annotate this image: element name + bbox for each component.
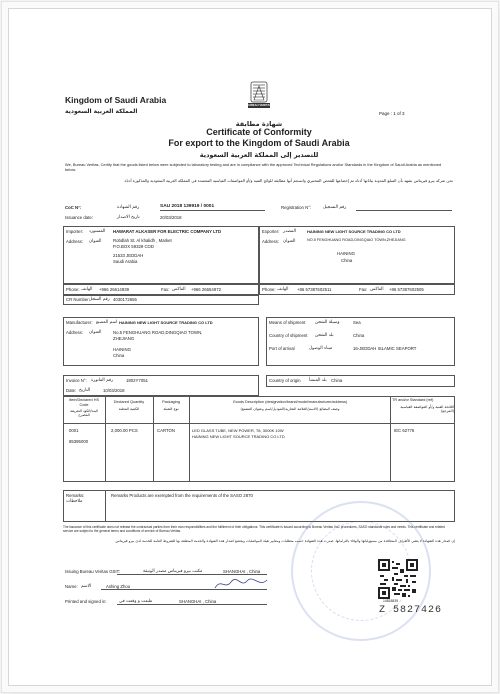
goods-hs-code: 85395000 [69,439,89,444]
invoice-number: 1802Y7051 [126,378,148,383]
importer-address-2: P.O.BOX 59329 COD [113,244,155,249]
kingdom-title-ar: المملكة العربية السعودية [65,108,138,115]
disclaimer-en: The issuance of this certificate does not release the contractual parties from their own responsibilities and the fulfilment of their obligations. This certificate is issued according to Bureau Veritas VoC procedures, SASO standards rules and needs. This certificate and related service are subject to the general terms and conditions of service of Bureau Veritas. [63,525,445,533]
cr-number: 4030172655 [113,297,137,302]
importer-label: Importer: [66,229,84,234]
page-number: Page : 1 of 3 [379,111,405,116]
port-of-arrival: 16-JEDDAH ISLAMIC SEAPORT [353,346,417,351]
importer-phone-label-ar: الهاتف [81,287,93,292]
importer-fax-label-ar: الفاكس [172,287,186,292]
col-description-header: Goods Description (designation/brand/model/manufacturer/address) [232,400,348,404]
exporter-phone-label-ar: الهاتف [277,287,289,292]
importer-address-label: Address: [66,239,83,244]
country-of-origin-label: Country of origin [269,378,301,383]
invoice-date-label-ar: التاريخ [79,388,91,393]
goods-description-1: LED GLASS TUBE, NEW POWER, T8, 3000K 10W [192,428,284,433]
port-of-arrival-label: Port of arrival [269,346,295,351]
certificate-title-en: Certificate of Conformity [206,127,312,137]
manufacturer-address-4: China [113,353,125,358]
export-title-ar: للتصدير إلى المملكة العربية السعودية [199,151,319,159]
invoice-number-label-ar: رقم الفاتورة [91,378,114,383]
country-of-shipment: China [353,333,365,338]
printed-signed-label-ar: طبعت و وقعت في [119,599,153,604]
col-description-header-ar: وصف البضائع (الاسم/العلامة التجارية/الموديل/اسم وعنوان المصنع) [240,407,340,411]
importer-label-ar: المستورد [89,229,106,234]
invoice-number-label: Invoice N°: [66,378,87,383]
importer-fax: +966 26654972 [191,287,221,292]
col-standard-header-ar: اللائحة الفنية و/أو المواصفة القياسية (المرجع) [400,405,454,414]
printed-signed-location: SHANGHAI , China [179,599,217,604]
importer-address-3: 21533 JEDDAH [113,253,144,258]
exporter-fax: +86 57387602505 [389,287,424,292]
certificate-document [61,71,457,651]
country-of-origin: China [331,378,343,383]
invoice-date-label: Date: [66,388,77,393]
issuing-office-label: Issuing Bureau Veritas GSIT: [65,569,120,574]
coc-number: SAU 2018 139919 / 0001 [160,204,215,209]
manufacturer-address-3: HAINING [113,347,131,352]
means-of-shipment-label: Means of shipment [269,320,306,325]
manufacturer-address-label-ar: العنوان [89,330,102,335]
exporter-fax-label-ar: الفاكس [370,287,384,292]
exporter-phone-label: Phone: [262,287,276,292]
certificate-frame [8,8,492,686]
col-packaging-header-ar: نوع التعبئة [163,407,179,411]
exporter-address-1: NO.5 FENGHUANG ROAD,DINGQIAO TOWN,ZHEJIANG [307,238,406,242]
importer-phone: +966 26614939 [99,287,129,292]
exporter-phone: +86 57387602511 [297,287,332,292]
issuing-office: SHANGHAI , China [223,569,261,574]
col-item-header: Item/Declared HS Code [69,398,99,407]
col-qty-header: Declared Quantity [113,400,145,404]
manufacturer-label-ar: اسم المصنع [96,320,118,325]
issuance-date-label: Issuance date: [65,215,93,220]
printed-signed-label: Printed and signed in: [65,599,107,604]
issuance-date-value: 20/03/2018 [160,215,182,220]
exporter-address-label-ar: العنوان [283,239,296,244]
manufacturer-address-label: Address: [66,330,83,335]
disclaimer-ar: إن اصدار هذه الشهادة لا يعفي الأطراف المتعاقدة من مسؤولياتها والوفاء بالتزاماتها. صدرت هذه الشهادة حسب متطلبات ومعايير هيئة المواصفات ويخضع اصدار هذه الشهادة والخدمة المتعلقة بها للشروط العامة للخدمة لدى بيرو فيريتاس [115,539,455,543]
exporter-address-label: Address: [262,239,279,244]
importer-name: HAWARAT ALKASER FOR ELECTRIC COMPANY LTD [113,229,222,234]
manufacturer-name: HAINING NEW LIGHT SOURCE TRADING CO LTD [119,320,213,325]
export-title-en: For export to the Kingdom of Saudi Arabia [168,138,350,148]
importer-fax-label: Fax: [161,287,170,292]
importer-address-1: Robdlah St. Al khalidh , Market [113,238,172,243]
importer-address-label-ar: العنوان [89,239,102,244]
certificate-title-ar: شهادة مطابقة [235,120,283,128]
signature-mark [211,576,271,592]
remarks-label: Remarks: [66,493,85,498]
cr-number-label-ar: رقم السجل [89,297,110,302]
col-standard-header: TR and/or Standard (ref) [392,398,434,402]
goods-quantity: 2,000.00 PCS [111,428,138,433]
goods-item-number: 0001 [69,428,79,433]
col-qty-header-ar: الكمية المعلنة [118,407,140,411]
issuing-office-label-ar: مكتب بيرو فيريتاس مصدر الوثيقة [143,569,203,574]
manufacturer-address-1: No.5 FENGHUANG ROAD,DINGQIAO TOWN, [113,330,203,335]
exporter-name: HAINING NEW LIGHT SOURCE TRADING CO LTD [307,229,401,234]
country-of-origin-label-ar: بلد المنشأ [309,378,327,383]
col-packaging-header: Packaging [162,400,180,404]
country-of-shipment-label-ar: بلد الشحن [315,333,334,338]
importer-box [63,226,259,284]
importer-phone-label: Phone: [66,287,80,292]
goods-description-2: HAINING NEW LIGHT SOURCE TRADING CO LTD [192,434,285,439]
intro-text-en: We, Bureau Veritas, Certify that the goods listed below were subjected to laboratory testing and are in compliance with the approved Technical Regulations and/or Standards in the Kingdom of Saudi Arabia as mentioned below. [65,162,442,172]
signatory-name: Ashing Zhou [106,584,131,589]
kingdom-title-en: Kingdom of Saudi Arabia [65,95,167,105]
signatory-name-label: Name: [65,584,78,589]
exporter-box [259,226,455,284]
port-of-arrival-label-ar: ميناء الوصول [309,346,333,351]
qr-code-number: 14818839 [383,599,399,603]
qr-code-icon [378,559,418,599]
registration-label: Registration N°: [281,205,312,210]
importer-address-4: Saudi Arabia [113,259,138,264]
means-of-shipment: Sea [353,320,361,325]
manufacturer-label: Manufacturer: [66,320,93,325]
serial-number: Z 5827426 [379,605,443,616]
registration-label-ar: رقم التسجيل [323,205,347,210]
country-of-shipment-label: Country of shipment [269,333,308,338]
issuance-date-label-ar: تاريخ الاصدار [117,215,140,220]
exporter-label-ar: المصدر [283,229,297,234]
invoice-date: 10/03/2018 [103,388,125,393]
exporter-label: Exporter: [262,229,280,234]
means-of-shipment-label-ar: وسيلة الشحن [315,320,340,325]
col-item-header-ar: البند/الكود التعريفة المصرح [70,409,98,418]
logo-text: BUREAU VERITAS [246,103,272,107]
remarks-text: Remarks Products are exempted from the requirements of the SASO 2870 [111,493,253,498]
intro-text-ar: نحن شركة بيرو فيريتاس نشهد بأن السلع المدونة بياناتها أدناه تم إخضاعها للفحص المختبري وانسجم أنها مطابقة للوائح الفنية و/أو المواصفات القياسية المعتمدة في المملكة العربية السعودية والمذكورة أدناه [124,178,453,183]
goods-standard: IEC 62776 [394,428,415,433]
exporter-fax-label: Fax: [359,287,368,292]
remarks-label-ar: ملاحظات [66,499,83,504]
exporter-address-3: China [341,258,353,263]
coc-label: CoC N°: [65,205,82,210]
signatory-name-label-ar: الاسم [81,584,92,589]
manufacturer-address-2: ZHEJIANG [113,336,135,341]
goods-packaging: CARTON [157,428,175,433]
cr-number-label: CR Number: [66,297,90,302]
coc-label-ar: رقم الشهادة [117,205,140,210]
exporter-address-2: HAINING [337,251,355,256]
